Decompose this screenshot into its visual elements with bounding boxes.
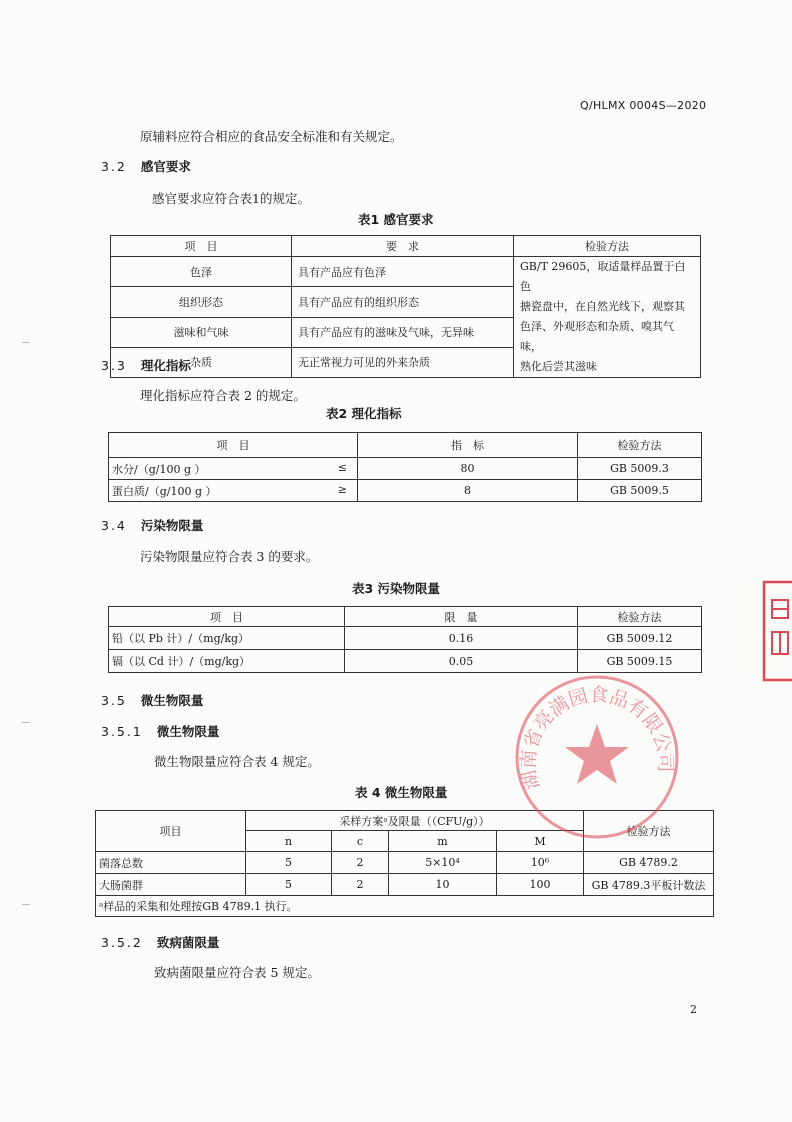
table-cell-M: 10⁶ bbox=[497, 852, 584, 874]
table-header: 项 目 bbox=[109, 433, 358, 458]
item-label: 蛋白质/（g/100 g ） bbox=[112, 484, 217, 498]
section-number: 3.2 bbox=[101, 159, 127, 174]
table-3-caption: 表3 污染物限量 bbox=[352, 581, 441, 596]
table-cell-value: 0.16 bbox=[345, 627, 578, 650]
table-cell-item bbox=[109, 458, 358, 480]
table-header-method: 检验方法 bbox=[584, 811, 714, 852]
table-header: 项 目 bbox=[109, 607, 345, 627]
table-header-item: 项目 bbox=[96, 811, 246, 852]
table-cell-value: 80 bbox=[358, 458, 578, 480]
method-line: 搪瓷盘中，在自然光线下，观察其 bbox=[520, 300, 685, 313]
page-number: 2 bbox=[690, 1003, 697, 1016]
table-header: 检验方法 bbox=[578, 433, 702, 458]
table-cell-item: 组织形态 bbox=[111, 287, 292, 317]
table-subheader: m bbox=[389, 831, 497, 852]
table-2-physicochemical bbox=[108, 432, 702, 502]
table-cell-requirement: 具有产品应有色泽 bbox=[292, 257, 514, 287]
table-4-caption: 表 4 微生物限量 bbox=[355, 785, 448, 800]
table-header: 检验方法 bbox=[514, 236, 701, 257]
table-cell-requirement: 具有产品应有的滋味及气味，无异味 bbox=[292, 317, 514, 347]
company-seal-stamp bbox=[512, 672, 682, 842]
section-title: 理化指标 bbox=[140, 358, 191, 373]
item-label: 水分/（g/100 g ） bbox=[112, 462, 206, 476]
table-1-sensory bbox=[110, 235, 701, 378]
section-3-5-2-text: 致病菌限量应符合表 5 规定。 bbox=[154, 965, 320, 980]
table-cell-requirement: 具有产品应有的组织形态 bbox=[292, 287, 514, 317]
table-cell-M: 100 bbox=[497, 874, 584, 896]
table-cell-item: 铅（以 Pb 计）/（mg/kg） bbox=[109, 627, 345, 650]
method-line: 熟化后尝其滋味 bbox=[520, 360, 597, 373]
table-cell-n: 5 bbox=[246, 874, 332, 896]
section-3-5-1-heading bbox=[101, 722, 219, 740]
section-3-2-heading bbox=[101, 157, 191, 175]
seal-star-icon bbox=[565, 724, 629, 784]
section-title: 微生物限量 bbox=[156, 724, 220, 739]
section-title: 致病菌限量 bbox=[156, 935, 220, 950]
table-subheader: M bbox=[497, 831, 584, 852]
intro-paragraph: 原辅料应符合相应的食品安全标准和有关规定。 bbox=[140, 129, 403, 144]
section-3-2-text: 感官要求应符合表1的规定。 bbox=[152, 191, 310, 206]
comparison-sign: ≤ bbox=[337, 460, 347, 474]
table-footnote: ᵃ样品的采集和处理按GB 4789.1 执行。 bbox=[96, 896, 714, 917]
table-cell-n: 5 bbox=[246, 852, 332, 874]
table-cell-method: GB 5009.12 bbox=[578, 627, 702, 650]
section-number: 3.3 bbox=[101, 358, 127, 373]
table-cell-m: 5×10⁴ bbox=[389, 852, 497, 874]
section-3-4-text: 污染物限量应符合表 3 的要求。 bbox=[140, 549, 319, 564]
margin-mark bbox=[22, 722, 30, 723]
table-cell-value: 0.05 bbox=[345, 650, 578, 673]
section-title: 微生物限量 bbox=[140, 693, 204, 708]
method-line: 色泽、外观形态和杂质、嗅其气味， bbox=[520, 320, 674, 353]
table-cell-item: 菌落总数 bbox=[96, 852, 246, 874]
table-cell-method: GB 5009.5 bbox=[578, 480, 702, 502]
table-header: 检验方法 bbox=[578, 607, 702, 627]
section-title: 感官要求 bbox=[140, 159, 191, 174]
table-cell-method: GB 4789.3平板计数法 bbox=[584, 874, 714, 896]
seal-text: 湖南省亮满园食品有限公司 bbox=[517, 684, 677, 792]
section-number: 3.5.1 bbox=[101, 724, 143, 739]
section-3-4-heading bbox=[101, 516, 203, 534]
section-3-3-heading bbox=[101, 356, 191, 374]
side-seal-fragment bbox=[762, 580, 792, 682]
table-cell-item: 滋味和气味 bbox=[111, 317, 292, 347]
document-code: Q/HLMX 0004S—2020 bbox=[580, 99, 707, 112]
method-line: GB/T 29605，取适量样品置于白色 bbox=[520, 260, 686, 293]
table-header: 要 求 bbox=[292, 236, 514, 257]
table-cell-value: 8 bbox=[358, 480, 578, 502]
section-3-5-2-heading bbox=[101, 933, 219, 951]
section-3-3-text: 理化指标应符合表 2 的规定。 bbox=[140, 388, 306, 403]
comparison-sign: ≥ bbox=[337, 482, 347, 496]
table-cell-item: 色泽 bbox=[111, 257, 292, 287]
table-cell-method: GB 5009.3 bbox=[578, 458, 702, 480]
table-header-sampling-plan: 采样方案ᵃ及限量（（CFU/g）） bbox=[246, 811, 584, 831]
margin-mark bbox=[22, 904, 30, 905]
table-subheader: c bbox=[332, 831, 389, 852]
table-cell-item: 大肠菌群 bbox=[96, 874, 246, 896]
table-cell-item: 杂质 bbox=[111, 347, 292, 377]
section-3-5-heading bbox=[101, 691, 203, 709]
table-cell-c: 2 bbox=[332, 852, 389, 874]
section-number: 3.5 bbox=[101, 693, 127, 708]
table-header: 指 标 bbox=[358, 433, 578, 458]
table-2-caption: 表2 理化指标 bbox=[326, 406, 402, 421]
table-header: 项 目 bbox=[111, 236, 292, 257]
margin-mark bbox=[22, 342, 30, 343]
table-1-caption: 表1 感官要求 bbox=[358, 212, 434, 227]
section-number: 3.5.2 bbox=[101, 935, 143, 950]
section-3-5-1-text: 微生物限量应符合表 4 规定。 bbox=[154, 754, 320, 769]
table-cell-method: GB 4789.2 bbox=[584, 852, 714, 874]
table-cell-method bbox=[514, 257, 701, 378]
table-cell-item: 镉（以 Cd 计）/（mg/kg） bbox=[109, 650, 345, 673]
table-cell-c: 2 bbox=[332, 874, 389, 896]
table-cell-method: GB 5009.15 bbox=[578, 650, 702, 673]
section-number: 3.4 bbox=[101, 518, 127, 533]
section-title: 污染物限量 bbox=[140, 518, 204, 533]
table-cell-requirement: 无正常视力可见的外来杂质 bbox=[292, 347, 514, 377]
table-header: 限 量 bbox=[345, 607, 578, 627]
table-3-contaminants bbox=[108, 606, 702, 673]
table-subheader: n bbox=[246, 831, 332, 852]
table-cell-item bbox=[109, 480, 358, 502]
table-cell-m: 10 bbox=[389, 874, 497, 896]
